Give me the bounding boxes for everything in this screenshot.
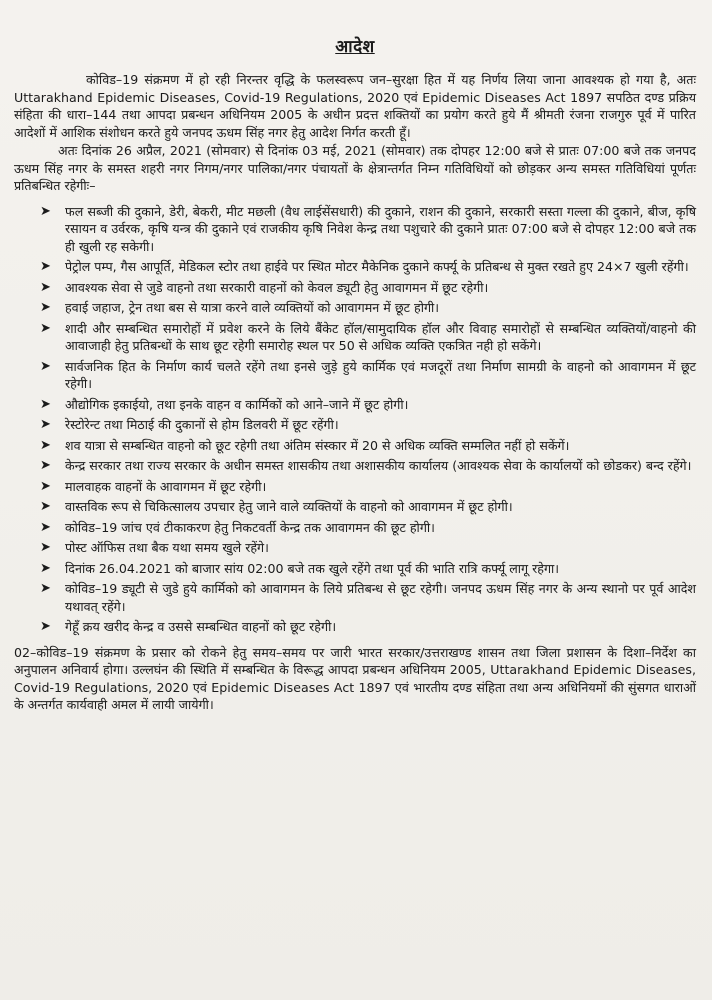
arrow-bullet-icon: ➤ xyxy=(40,478,51,494)
order-paragraph: अतः दिनांक 26 अप्रैल, 2021 (सोमवार) से दिनांक 03 मई, 2021 (सोमवार) तक दोपहर 12:00 बजे से प्रातः 07:00 बजे तक जनपद ऊधम सिंह नगर के समस्त शहरी नगर निगम/नगर पालिका/नगर पंचायतों के क्षेत्रान्तर्गत निम्न गतिविधियों को छोड़कर अन्य समस्त गतिविधियां पूर्णतः प्रतिबन्धित रहेगीः– xyxy=(14,143,696,193)
list-item xyxy=(40,279,696,297)
arrow-bullet-icon: ➤ xyxy=(40,279,51,295)
arrow-bullet-icon: ➤ xyxy=(40,396,51,412)
arrow-bullet-icon: ➤ xyxy=(40,437,51,453)
list-item-text: कोविड–19 जांच एवं टीकाकरण हेतु निकटवर्ती केन्द्र तक आवागमन की छूट होगी। xyxy=(65,519,435,535)
list-item xyxy=(40,457,696,475)
intro-paragraph: कोविड–19 संक्रमण में हो रही निरन्तर वृद्धि के फलस्वरूप जन–सुरक्षा हित में यह निर्णय लिया जाना आवश्यक हो गया है, अतः Uttarakhand Epidemic Diseases, Covid-19 Regulations, 2020 एवं Epidemic Diseases Act 1897 सपठित दण्ड प्रक्रिय संहिता की धारा–144 तथा आपदा प्रबन्धन अधिनियम 2005 के अधीन प्रदत्त शक्तियों का प्रयोग करते हुये मैं श्रीमती रंजना राजगुरु पूर्व में पारित आदेशों में आशिक संशोधन करते हुये जनपद ऊधम सिंह नगर हेतु आदेश निर्गत करती हूँ। xyxy=(14,72,696,140)
list-item xyxy=(40,299,696,317)
list-item xyxy=(40,416,696,434)
list-item-text: शव यात्रा से सम्बन्धित वाहनो को छूट रहेगी तथा अंतिम संस्कार में 20 से अधिक व्यक्ति सम्मलित नहीं हो सकेंगें। xyxy=(65,437,570,453)
list-item-text: दिनांक 26.04.2021 को बाजार सांय 02:00 बजे तक खुले रहेंगे तथा पूर्व की भाति रात्रि कर्फ्यू लागू रहेगा। xyxy=(65,560,560,576)
arrow-bullet-icon: ➤ xyxy=(40,581,51,596)
list-item-text: शादी और सम्बन्धित समारोहों में प्रवेश करने के लिये बैंकेट हॉल/सामुदायिक हॉल और विवाह समारोहों से सम्बन्धित व्यक्तियों/वाहनो की आवाजाही हेतु प्रतिबन्धों के साथ छूट रहेगी समारोह स्थल पर 50 से अधिक व्यक्ति एकत्रित नही हो सकेंगे। xyxy=(65,320,696,353)
list-item-text: सार्वजनिक हित के निर्माण कार्य चलते रहेंगे तथा इनसे जुड़े हुये कार्मिक एवं मजदूरों तथा निर्माण सामग्री के वाहनो को आवागमन में छूट रहेगी। xyxy=(65,358,696,391)
list-item xyxy=(40,478,696,496)
list-item xyxy=(40,618,696,636)
list-item-text: कोविड–19 ड्यूटी से जुडे हुये कार्मिको को आवागमन के लिये प्रतिबन्ध से छूट रहेगी। जनपद ऊधम सिंह नगर के अन्य स्थानो पर पूर्व आदेश यथावत् रहेंगे। xyxy=(65,581,696,614)
list-item xyxy=(40,320,696,355)
arrow-bullet-icon: ➤ xyxy=(40,519,51,535)
list-item xyxy=(40,358,696,393)
list-item xyxy=(40,519,696,537)
list-item xyxy=(40,203,696,256)
list-item xyxy=(40,498,696,516)
arrow-bullet-icon: ➤ xyxy=(40,358,51,374)
arrow-bullet-icon: ➤ xyxy=(40,320,51,336)
arrow-bullet-icon: ➤ xyxy=(40,619,51,634)
arrow-bullet-icon: ➤ xyxy=(40,300,51,315)
arrow-bullet-icon: ➤ xyxy=(40,458,51,473)
list-item-text: गेहूँ क्रय खरीद केन्द्र व उससे सम्बन्धित वाहनों को छूट रहेगी। xyxy=(65,619,337,634)
list-item-text: आवश्यक सेवा से जुडे वाहनो तथा सरकारी वाहनों को केवल ड्यूटी हेतु आवागमन में छूट रहेगी। xyxy=(65,279,489,295)
arrow-bullet-icon: ➤ xyxy=(40,259,51,274)
list-item xyxy=(40,258,696,276)
list-item xyxy=(40,539,696,557)
arrow-bullet-icon: ➤ xyxy=(40,540,51,555)
list-item-text: मालवाहक वाहनों के आवागमन में छूट रहेगी। xyxy=(65,478,267,494)
list-item-text: पेट्रोल पम्प, गैस आपूर्ति, मेडिकल स्टोर तथा हाईवे पर स्थित मोटर मैकेनिक दुकाने कर्फ्यू के प्रतिबन्ध से मुक्त रखते हुए 24×7 खुली रहेंगी। xyxy=(65,259,689,274)
list-item xyxy=(40,437,696,455)
arrow-bullet-icon: ➤ xyxy=(40,417,51,432)
list-item xyxy=(40,396,696,414)
arrow-bullet-icon: ➤ xyxy=(40,560,51,576)
list-item-text: वास्तविक रूप से चिकित्सालय उपचार हेतु जाने वाले व्यक्तियों के वाहनो को आवागमन में छूट होगी। xyxy=(65,499,513,514)
list-item-text: रेस्टोरेन्ट तथा मिठाई की दुकानों से होम डिलवरी में छूट रहेंगी। xyxy=(65,417,339,432)
closing-paragraph: 02–कोविड–19 संक्रमण के प्रसार को रोकने हेतु समय–समय पर जारी भारत सरकार/उत्तराखण्ड शासन तथा जिला प्रशासन के दिशा–निर्देश का अनुपालन अनिवार्य होगा। उल्लघंन की स्थिति में सम्बन्धित के विरूद्ध आपदा प्रबन्धन अधिनियम 2005, Uttarakhand Epidemic Diseases, Covid-19 Regulations, 2020 एवं Epidemic Diseases Act 1897 एवं भारतीय दण्ड संहिता तथा अन्य अधिनियमों की सुंसगत धाराओं के अन्तर्गत कार्यवाही अमल में लायी जायेगी। xyxy=(14,644,696,712)
arrow-bullet-icon: ➤ xyxy=(40,203,51,219)
list-item-text: फल सब्जी की दुकाने, डेरी, बेकरी, मीट मछली (वैध लाईसेंसधारी) की दुकाने, राशन की दुकाने, सरकारी सस्ता गल्ला की दुकाने, बीज, कृषि रसायन व उर्वरक, कृषि यन्त्र की दुकाने एवं राजकीय कृषि निवेश केन्द्र तथा पशुचारे की दुकाने प्रातः 07:00 बजे से दोपहर 12:00 बजे तक ही खुली रह सकेगी। xyxy=(65,203,696,254)
exemption-list xyxy=(14,203,696,636)
arrow-bullet-icon: ➤ xyxy=(40,499,51,514)
list-item-text: पोस्ट ऑफिस तथा बैक यथा समय खुले रहेंगे। xyxy=(65,540,269,555)
list-item xyxy=(40,580,696,615)
document-title: आदेश xyxy=(335,37,375,57)
list-item xyxy=(40,560,696,578)
list-item-text: औद्योगिक इकाईयो, तथा इनके वाहन व कार्मिकों को आने–जाने में छूट होगी। xyxy=(65,396,409,412)
list-item-text: हवाई जहाज, ट्रेन तथा बस से यात्रा करने वाले व्यक्तियों को आवागमन में छूट होगी। xyxy=(65,300,440,315)
list-item-text: केन्द्र सरकार तथा राज्य सरकार के अधीन समस्त शासकीय तथा अशासकीय कार्यालय (आवश्यक सेवा के कार्यालयों को छोडकर) बन्द रहेंगे। xyxy=(65,458,692,473)
